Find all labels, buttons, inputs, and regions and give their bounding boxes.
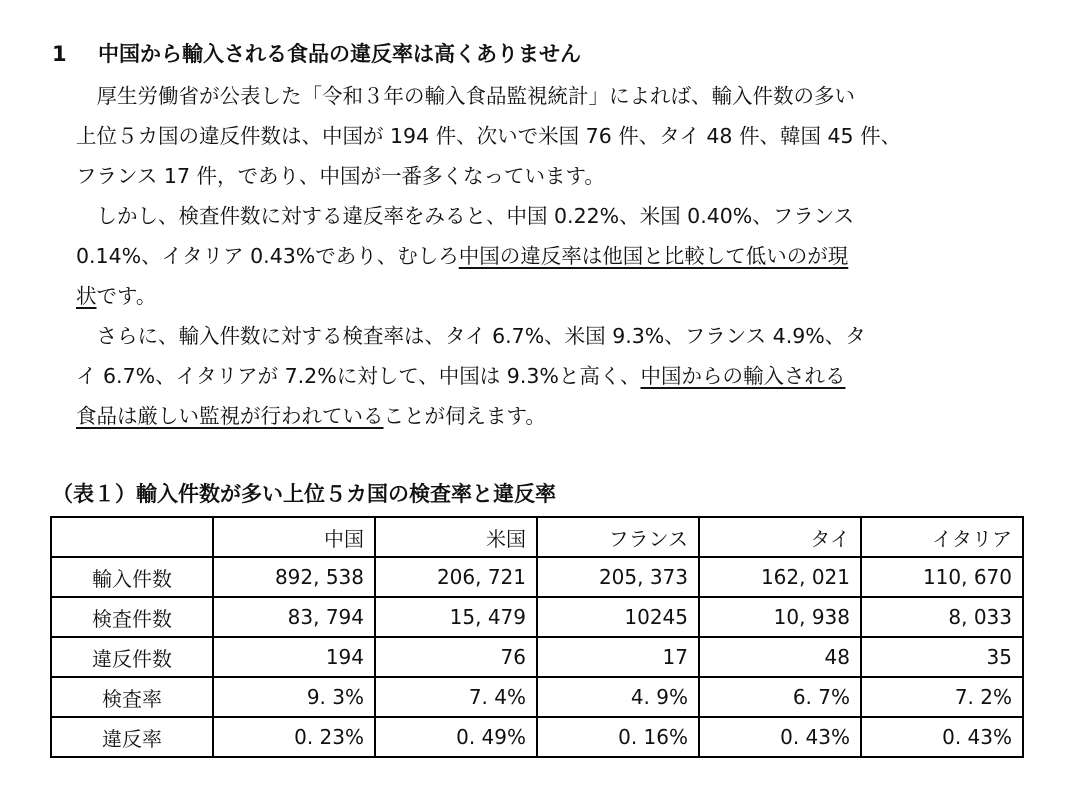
table-cell: 0. 43% [861, 717, 1023, 757]
underlined-text: 中国からの輸入される [640, 364, 846, 388]
paragraph-3 [76, 316, 1006, 436]
table-cell: 162, 021 [699, 557, 861, 597]
paragraph-1 [76, 76, 1006, 196]
paragraph-line [76, 236, 1006, 276]
paragraph-line [76, 316, 1006, 356]
table-row [51, 597, 1023, 637]
table-cell: 7. 2% [861, 677, 1023, 717]
table-header-row [51, 517, 1023, 557]
column-header-thailand: タイ [699, 517, 861, 557]
table-cell: 194 [213, 637, 375, 677]
row-label: 検査率 [51, 677, 213, 717]
table-row [51, 637, 1023, 677]
comparison-table [50, 516, 1024, 758]
table-cell: 206, 721 [375, 557, 537, 597]
table-body [51, 557, 1023, 757]
paragraph-line [76, 76, 1006, 116]
text-segment: です。 [96, 284, 157, 308]
column-header-france: フランス [537, 517, 699, 557]
text-segment: 0.14%、イタリア 0.43%であり、むしろ [76, 244, 459, 268]
table-cell: 0. 49% [375, 717, 537, 757]
paragraph-line [76, 356, 1006, 396]
table-row [51, 717, 1023, 757]
text-segment: フランス 17 件，であり、中国が一番多くなっています。 [76, 164, 605, 188]
text-segment: ことが伺えます。 [383, 404, 546, 428]
table-cell: 4. 9% [537, 677, 699, 717]
table-cell: 110, 670 [861, 557, 1023, 597]
row-label: 検査件数 [51, 597, 213, 637]
table-cell: 205, 373 [537, 557, 699, 597]
table-cell: 15, 479 [375, 597, 537, 637]
table-cell: 0. 43% [699, 717, 861, 757]
row-label: 輸入件数 [51, 557, 213, 597]
section-number: 1 [52, 42, 67, 66]
table-cell: 17 [537, 637, 699, 677]
underlined-text: 食品は厳しい監視が行われている [76, 404, 384, 428]
table-cell: 83, 794 [213, 597, 375, 637]
table-caption: （表１）輸入件数が多い上位５カ国の検査率と違反率 [52, 482, 556, 506]
paragraph-line [76, 156, 1006, 196]
underlined-text: 状 [76, 284, 97, 308]
section-title: 中国から輸入される食品の違反率は高くありません [98, 42, 581, 66]
text-segment: 上位５カ国の違反件数は、中国が 194 件、次いで米国 76 件、タイ 48 件、韓国 45 件、 [76, 124, 902, 148]
row-label: 違反率 [51, 717, 213, 757]
text-segment: しかし、検査件数に対する違反率をみると、中国 0.22%、米国 0.40%、フランス [76, 204, 855, 228]
text-segment: 厚生労働省が公表した「令和３年の輸入食品監視統計」によれば、輸入件数の多い [76, 84, 855, 108]
table-cell: 48 [699, 637, 861, 677]
text-segment: イ 6.7%、イタリアが 7.2%に対して、中国は 9.3%と高く、 [76, 364, 641, 388]
table-cell: 10245 [537, 597, 699, 637]
table-cell: 0. 16% [537, 717, 699, 757]
column-header-italy: イタリア [861, 517, 1023, 557]
column-header-usa: 米国 [375, 517, 537, 557]
table-cell: 10, 938 [699, 597, 861, 637]
section-heading [52, 38, 581, 68]
table-cell: 7. 4% [375, 677, 537, 717]
column-header-china: 中国 [213, 517, 375, 557]
paragraph-line [76, 276, 1006, 316]
table-corner-cell [51, 517, 213, 557]
table-cell: 9. 3% [213, 677, 375, 717]
paragraph-line [76, 116, 1006, 156]
table-row [51, 557, 1023, 597]
row-label: 違反件数 [51, 637, 213, 677]
table-cell: 6. 7% [699, 677, 861, 717]
table-row [51, 677, 1023, 717]
text-segment: さらに、輸入件数に対する検査率は、タイ 6.7%、米国 9.3%、フランス 4.9%、タ [76, 324, 866, 348]
underlined-text: 中国の違反率は他国と比較して低いのが現 [458, 244, 849, 268]
paragraph-line [76, 196, 1006, 236]
table-cell: 35 [861, 637, 1023, 677]
table-cell: 892, 538 [213, 557, 375, 597]
table-cell: 8, 033 [861, 597, 1023, 637]
table-cell: 76 [375, 637, 537, 677]
table-cell: 0. 23% [213, 717, 375, 757]
paragraph-2 [76, 196, 1006, 316]
paragraph-line [76, 396, 1006, 436]
